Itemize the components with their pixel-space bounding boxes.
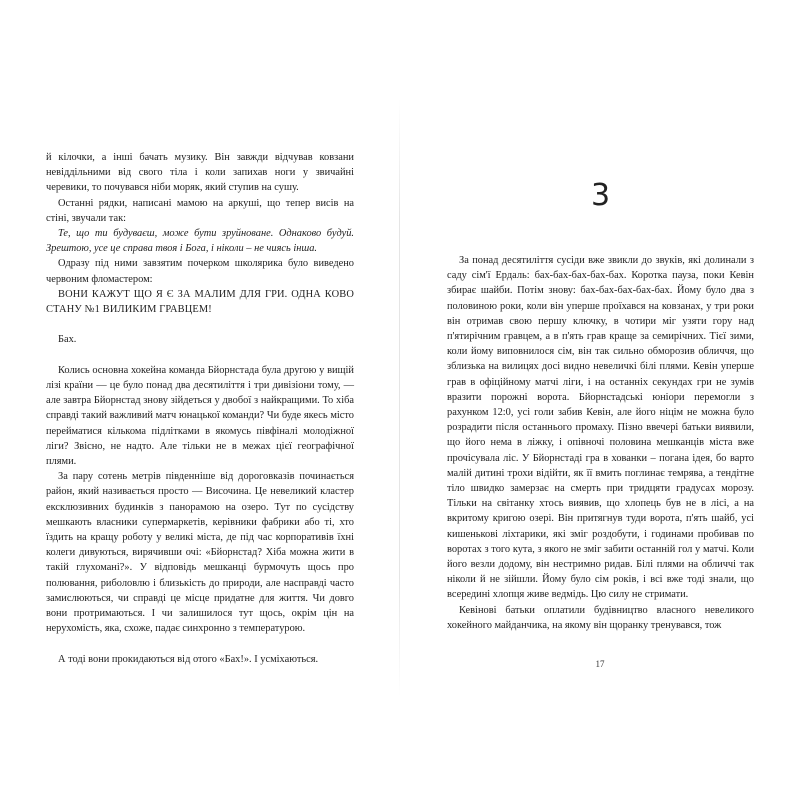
page-number: 17: [595, 659, 605, 669]
paragraph: За пару сотень метрів південніше від дороговказів починається район, який називається просто — Височина. Це невеликий кластер ексклюзивних будинків з панорамою на озеро. Тут по сусідству мешкають власники супермаркетів, керівники фабрики або ті, хто їздить на кращу роботу у великі міста, де під час корпоративів їхні колеги дивуються, вирячивши очі: «Бйорнстад? Хіба можна жити в такій глухомані?». У відповідь мешканці бурмочуть щось про полювання, риболовлю і близькість до природи, але насправді часто замислюються, чи справді це місце придатне для життя. Чи довго вони протримаються. І чи залишилося тут щось, окрім цін на нерухомість, яка, схоже, падає синхронно з температурою.: [46, 471, 354, 635]
paragraph: Останні рядки, написані мамою на аркуші, що тепер висів на стіні, звучали так:: [46, 197, 354, 224]
paragraph: Колись основна хокейна команда Бйорнстада була другою у вищій лізі країни — це було понад два десятиліття і три дивізіони тому, — але завтра Бйорнстад знову зійдеться у двобої з найкращими. То хіба справді такий важливий матч юнацької команди? Чи буде якесь місто перейматися кількома підлітками в якомусь півфіналі молодіжної ліги? Звісно, не надто. Але тільки не в межах цієї географічної плями.: [46, 364, 354, 468]
paragraph: Одразу під ними завзятим почерком школярика було виведено червоним фломастером:: [46, 258, 354, 285]
left-page-body: [46, 150, 354, 667]
italic-quote: Те, що ти будуваєш, може бути зруйноване. Однаково будуй. Зрештою, усе це справа твоя і Бога, і ніколи – не чиясь інша.: [46, 228, 354, 255]
paragraph: й кілочки, а інші бачать музику. Він завжди відчував ковзани невіддільними від свого тіла і коли запихав ноги у звичайні черевики, то почувався ніби моряк, який ступив на сушу.: [46, 152, 354, 194]
paragraph: А тоді вони прокидаються від отого «Бах!». І усміхаються.: [58, 653, 319, 665]
handwritten-note-text: ВОНИ КАЖУТ ЩО Я Є ЗА МАЛИМ ДЛЯ ГРИ. ОДНА КОВО СТАНУ №1 ВИЛИКИМ ГРАВЦЕМ!: [46, 288, 354, 316]
chapter-number: 3: [590, 178, 611, 213]
paragraph: Бах.: [58, 334, 77, 346]
paragraph: За понад десятиліття сусіди вже звикли до звуків, які долинали з саду сім'ї Ердаль: бах-бах-бах-бах-бах. Коротка пауза, поки Кевін збирає шайби. Потім знову: бах-бах-бах-бах-бах. Йому було два з половиною роки, коли він уперше проїхався на ковзанах, у три роки він отримав свою першу ключку, в чотири міг узяти гору над п'ятирічним гравцем, а в п'ять грав краще за семирічних. Тієї зими, коли йому виповнилося сім, він так сильно обморозив обличчя, що зблизька на вилицях досі видно невеличкі білі плями. Кевін уперше грав в офіційному матчі ліги, і на останніх секундах гри не зумів вразити порожні ворота. Бйорнстадські юніори перемогли з рахунком 12:0, усі голи забив Кевін, але його ніцім не можна було розрадити після останнього промаху. Пізно ввечері батьки виявили, що його нема в ліжку, і опівночі половина мешканців міста вже прочісувала ліс. У Бйорнстаді гра в хованки – погана ідея, бо варто малій дитині трохи відійти, як її вмить поглинає темрява, а тендітне тіло швидко замерзає на смерть при тридцяти градусах морозу. Тільки на світанку хтось виявив, що хлопець був не в лісі, а на вкритому кригою озері. Він притягнув туди ворота, п'ять шайб, усі кишенькові ліхтарики, які зміг роздобути, і годинами пробивав по воротах з того кута, з якого не зміг забити останній гол у матчі. Коли його везли додому, він нестримно ридав. Білі плями на обличчі так ніколи й не зійшли. Йому було сім років, і всі вже тоді знали, що всередині хлопця живе ведмідь. Цю силу не стримати.: [447, 255, 754, 601]
right-page-body: [447, 253, 754, 633]
paragraph: Кевінові батьки оплатили будівництво власного невеликого хокейного майданчика, на якому він щоранку тренувався, тож: [447, 604, 754, 631]
